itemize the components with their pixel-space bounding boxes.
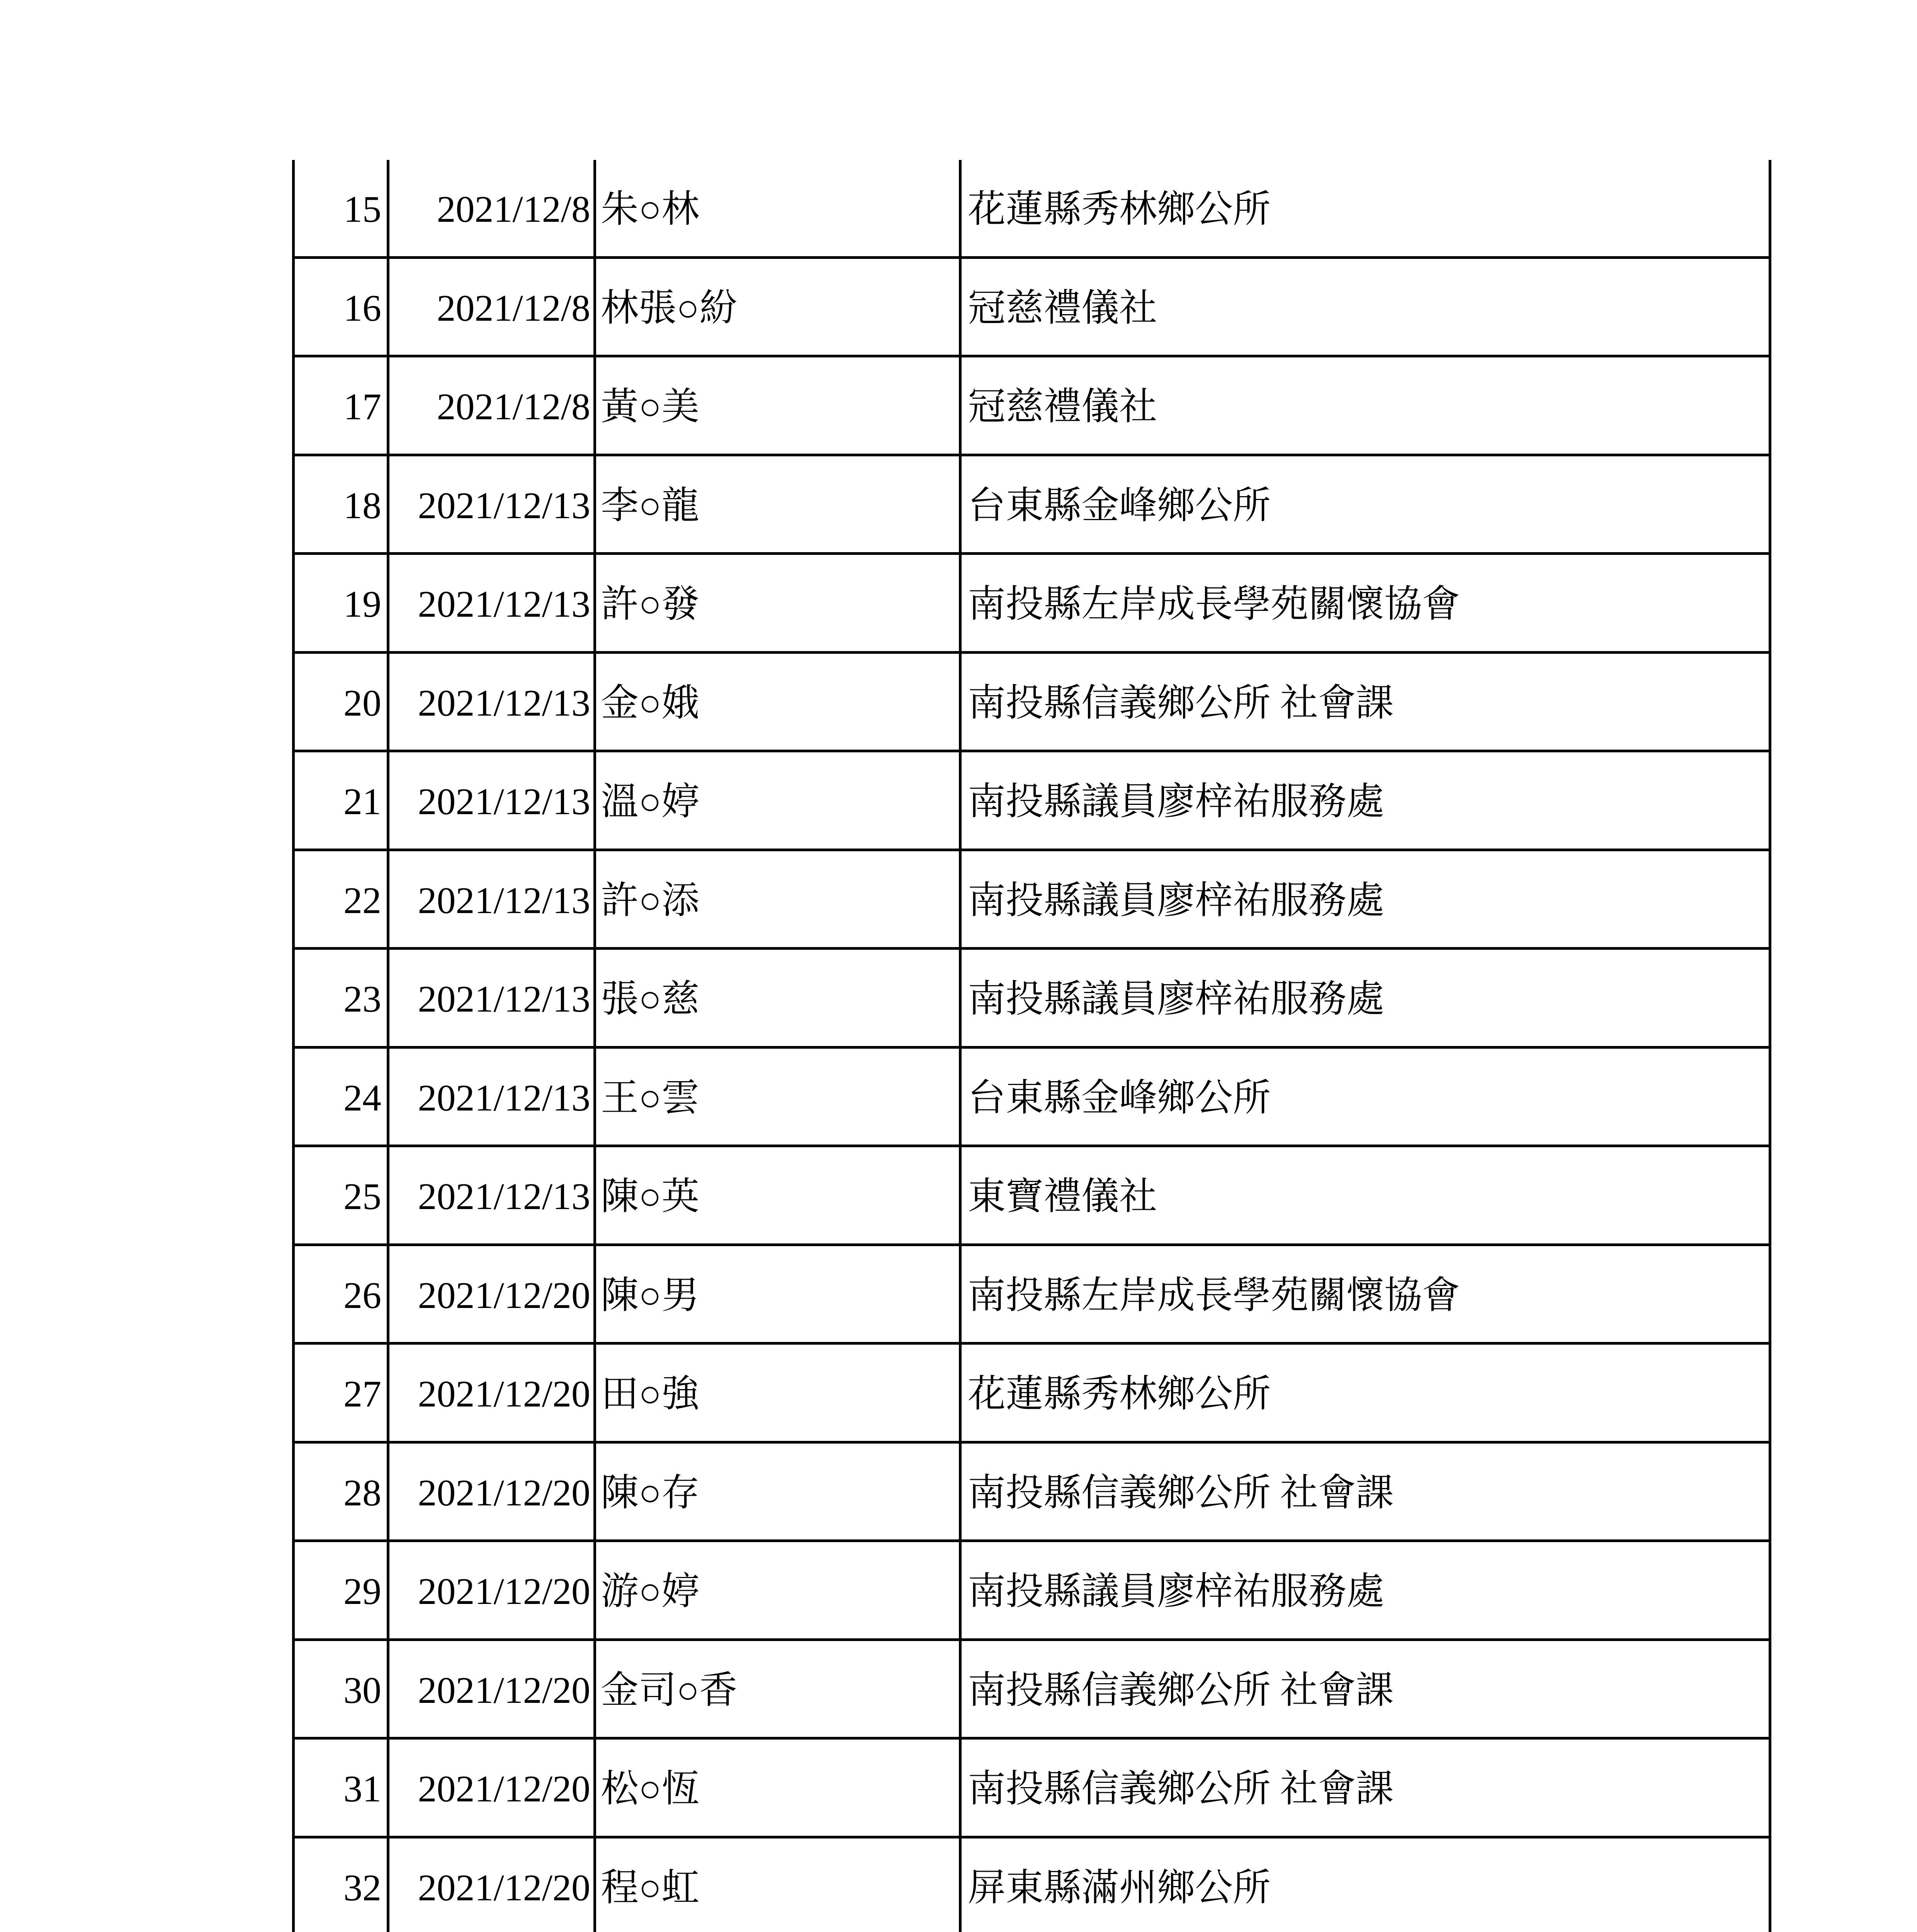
organization-cell: 台東縣金峰鄉公所: [962, 1049, 1771, 1145]
row-number-cell: 29: [292, 1542, 389, 1638]
date-cell: 2021/12/20: [389, 1542, 596, 1638]
table-row: [292, 950, 1771, 1049]
records-table: [292, 160, 1771, 1932]
row-number-cell: 23: [292, 950, 389, 1046]
table-row: [292, 1542, 1771, 1641]
row-number-cell: 25: [292, 1147, 389, 1243]
row-number-cell: 28: [292, 1444, 389, 1540]
table-row: [292, 1147, 1771, 1246]
organization-cell: 冠慈禮儀社: [962, 357, 1771, 454]
name-cell: 松○恆: [596, 1740, 962, 1836]
row-number-cell: 17: [292, 357, 389, 454]
organization-cell: 南投縣議員廖梓祐服務處: [962, 1542, 1771, 1638]
row-number-cell: 19: [292, 555, 389, 651]
row-number-cell: 30: [292, 1641, 389, 1737]
row-number-cell: 24: [292, 1049, 389, 1145]
table-row: [292, 1641, 1771, 1740]
date-cell: 2021/12/8: [389, 357, 596, 454]
row-number-cell: 18: [292, 456, 389, 553]
date-cell: 2021/12/20: [389, 1740, 596, 1836]
organization-cell: 南投縣議員廖梓祐服務處: [962, 950, 1771, 1046]
date-cell: 2021/12/8: [389, 160, 596, 256]
name-cell: 李○龍: [596, 456, 962, 553]
row-number-cell: 20: [292, 654, 389, 750]
date-cell: 2021/12/13: [389, 456, 596, 553]
name-cell: 許○發: [596, 555, 962, 651]
name-cell: 溫○婷: [596, 752, 962, 849]
date-cell: 2021/12/13: [389, 950, 596, 1046]
name-cell: 陳○英: [596, 1147, 962, 1243]
organization-cell: 南投縣信義鄉公所 社會課: [962, 1444, 1771, 1540]
date-cell: 2021/12/20: [389, 1641, 596, 1737]
name-cell: 許○添: [596, 851, 962, 947]
organization-cell: 花蓮縣秀林鄉公所: [962, 160, 1771, 256]
table-row: [292, 1444, 1771, 1543]
date-cell: 2021/12/8: [389, 259, 596, 355]
name-cell: 游○婷: [596, 1542, 962, 1638]
table-row: [292, 259, 1771, 358]
name-cell: 朱○林: [596, 160, 962, 256]
table-row: [292, 456, 1771, 555]
name-cell: 程○虹: [596, 1838, 962, 1932]
name-cell: 陳○男: [596, 1246, 962, 1342]
date-cell: 2021/12/13: [389, 654, 596, 750]
organization-cell: 南投縣信義鄉公所 社會課: [962, 1740, 1771, 1836]
row-number-cell: 22: [292, 851, 389, 947]
table-row: [292, 357, 1771, 456]
table-row: [292, 752, 1771, 851]
date-cell: 2021/12/13: [389, 1049, 596, 1145]
name-cell: 黃○美: [596, 357, 962, 454]
name-cell: 陳○存: [596, 1444, 962, 1540]
date-cell: 2021/12/20: [389, 1345, 596, 1441]
table-row: [292, 1345, 1771, 1444]
date-cell: 2021/12/20: [389, 1246, 596, 1342]
table-row: [292, 654, 1771, 753]
row-number-cell: 26: [292, 1246, 389, 1342]
organization-cell: 冠慈禮儀社: [962, 259, 1771, 355]
row-number-cell: 15: [292, 160, 389, 256]
organization-cell: 南投縣信義鄉公所 社會課: [962, 654, 1771, 750]
row-number-cell: 16: [292, 259, 389, 355]
date-cell: 2021/12/20: [389, 1444, 596, 1540]
date-cell: 2021/12/13: [389, 752, 596, 849]
name-cell: 張○慈: [596, 950, 962, 1046]
date-cell: 2021/12/20: [389, 1838, 596, 1932]
name-cell: 林張○紛: [596, 259, 962, 355]
organization-cell: 南投縣左岸成長學苑關懷協會: [962, 1246, 1771, 1342]
row-number-cell: 31: [292, 1740, 389, 1836]
table-row: [292, 1740, 1771, 1838]
row-number-cell: 32: [292, 1838, 389, 1932]
table-row: [292, 555, 1771, 654]
table-row: [292, 1246, 1771, 1345]
organization-cell: 南投縣左岸成長學苑關懷協會: [962, 555, 1771, 651]
date-cell: 2021/12/13: [389, 555, 596, 651]
row-number-cell: 27: [292, 1345, 389, 1441]
organization-cell: 南投縣信義鄉公所 社會課: [962, 1641, 1771, 1737]
name-cell: 金○娥: [596, 654, 962, 750]
organization-cell: 花蓮縣秀林鄉公所: [962, 1345, 1771, 1441]
table-row: [292, 160, 1771, 259]
name-cell: 金司○香: [596, 1641, 962, 1737]
organization-cell: 屏東縣滿州鄉公所: [962, 1838, 1771, 1932]
table-row: [292, 851, 1771, 950]
organization-cell: 台東縣金峰鄉公所: [962, 456, 1771, 553]
date-cell: 2021/12/13: [389, 851, 596, 947]
row-number-cell: 21: [292, 752, 389, 849]
organization-cell: 南投縣議員廖梓祐服務處: [962, 752, 1771, 849]
table-row: [292, 1049, 1771, 1148]
date-cell: 2021/12/13: [389, 1147, 596, 1243]
table-row: [292, 1838, 1771, 1932]
name-cell: 王○雲: [596, 1049, 962, 1145]
organization-cell: 東寶禮儀社: [962, 1147, 1771, 1243]
name-cell: 田○強: [596, 1345, 962, 1441]
organization-cell: 南投縣議員廖梓祐服務處: [962, 851, 1771, 947]
